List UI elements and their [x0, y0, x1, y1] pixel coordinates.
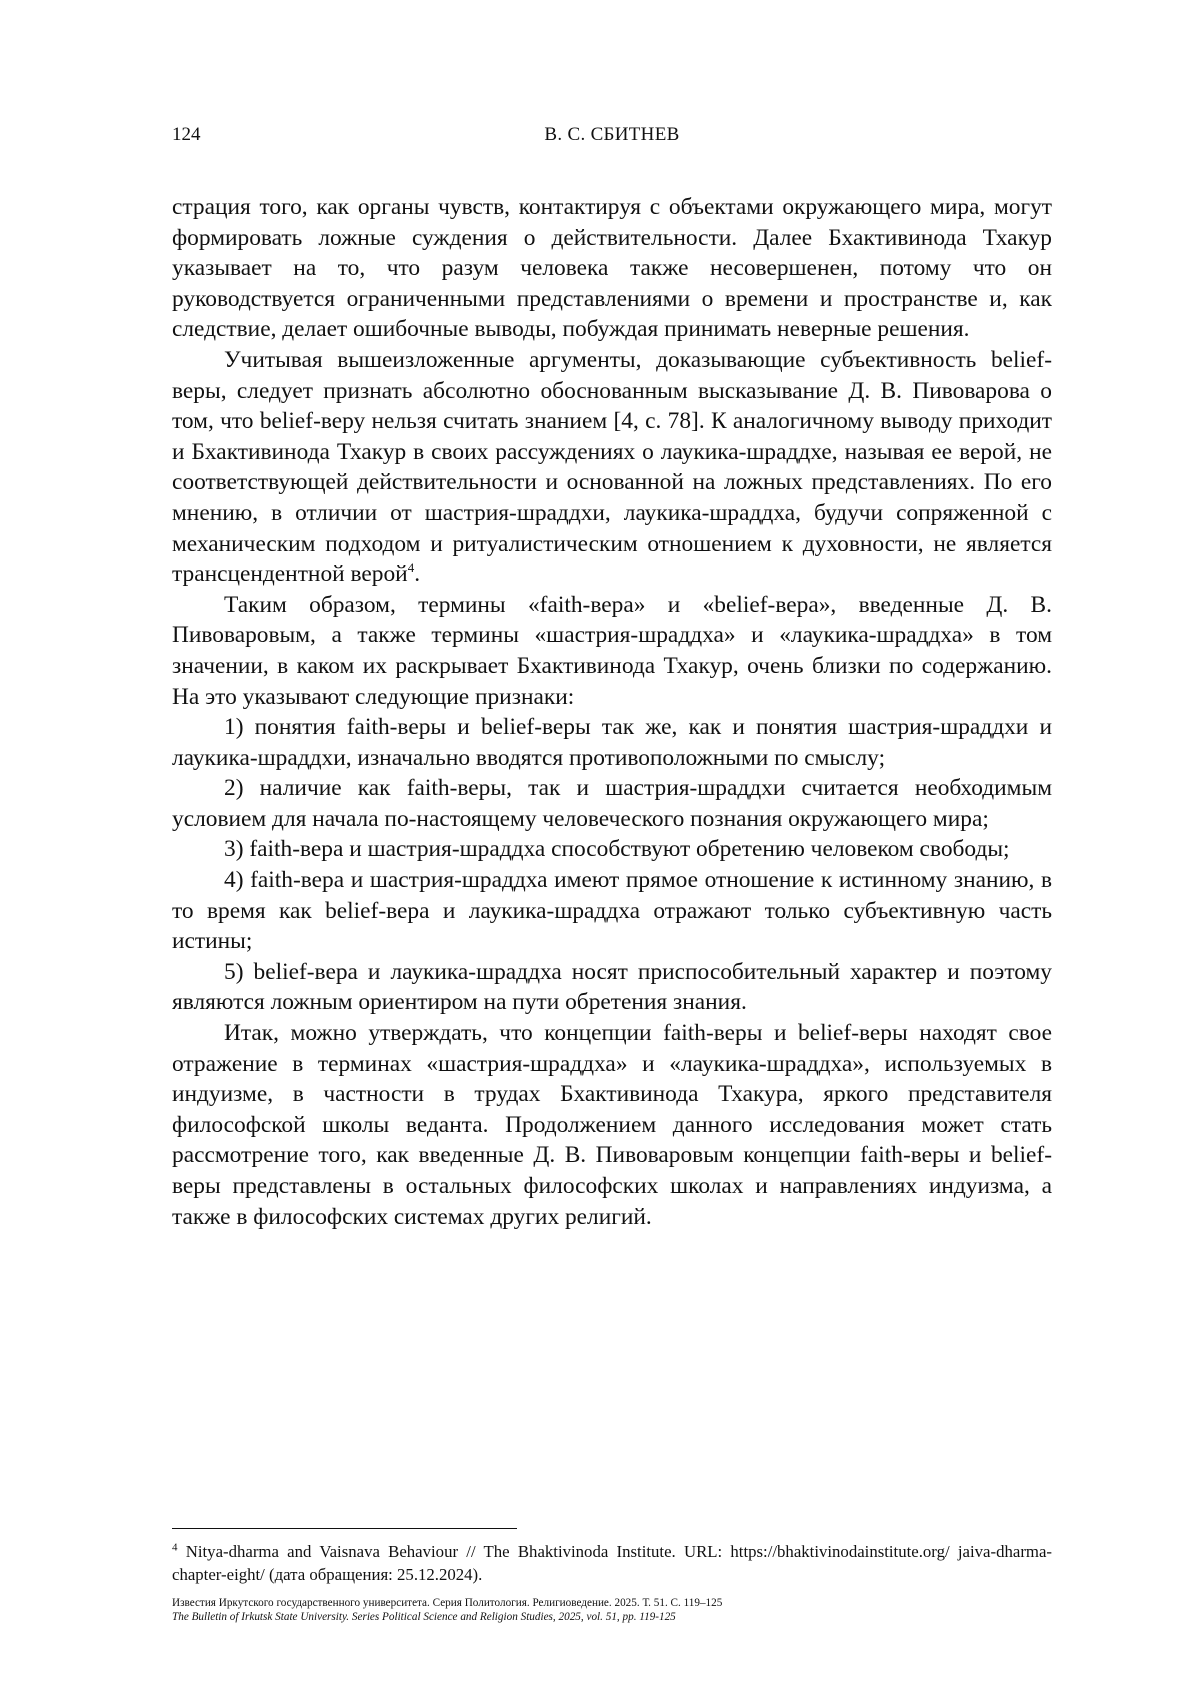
list-item-2: 2) наличие как faith-веры, так и шастрия-шраддхи считается необходимым условием для начала по-настоящему человеческого познания окружающего мира;	[172, 775, 1052, 832]
journal-footer	[172, 1596, 1052, 1624]
article-body	[172, 192, 1052, 1232]
paragraph-3: Таким образом, термины «faith-вера» и «belief-вера», введенные Д. В. Пивоваровым, а также термины «шастрия-шраддха» и «лаукика-шраддха» в том значении, в каком их раскрывает Бхактивинода Тхакур, очень близки по содержанию. На это указывают следующие признаки:	[172, 591, 1052, 710]
paragraph-2-tail: .	[414, 561, 421, 588]
footnote-divider	[172, 1528, 517, 1529]
paragraph-2-text: Учитывая вышеизложенные аргументы, доказывающие субъективность belief-веры, следует признать абсолютно обоснованным высказывание Д. В. Пивоварова о том, что belief-веру нельзя считать знанием [4, с. 78]. К аналогичному выводу приходит и Бхактивинода Тхакур в своих рассуждениях о лаукика-шраддхе, называя ее верой, не соответствующей действительности и основанной на ложных представлениях. По его мнению, в отличии от шастрия-шраддхи, лаукика-шраддха, будучи сопряженной с механическим подходом и ритуалистическим отношением к духовности, не является трансцендентной верой	[172, 346, 1052, 588]
footer-citation-ru: Известия Иркутского государственного университета. Серия Политология. Религиоведение. 2025. Т. 51. С. 119–125	[172, 1597, 723, 1609]
footnote-text: Nitya-dharma and Vaisnava Behaviour // The Bhaktivinoda Institute. URL: https://bhaktivinodainstitute.org/ jaiva-dharma-chapter-eight/ (дата обращения: 25.12.2024).	[172, 1542, 1052, 1584]
footnote-marker: 4	[172, 1541, 178, 1554]
paragraph-2	[172, 345, 1052, 590]
page-header	[172, 124, 1052, 154]
running-head-author: В. С. СБИТНЕВ	[544, 124, 680, 145]
page-number: 124	[172, 124, 201, 145]
footnote	[172, 1540, 1052, 1586]
paragraph-1: страция того, как органы чувств, контактируя с объектами окружающего мира, могут формировать ложные суждения о действительности. Далее Бхактивинода Тхакур указывает на то, что разум человека также несовершенен, потому что он руководствуется ограниченными представлениями о времени и пространстве и, как следствие, делает ошибочные выводы, побуждая принимать неверные решения.	[172, 194, 1052, 343]
list-item-3: 3) faith-вера и шастрия-шраддха способствуют обретению человеком свободы;	[224, 836, 1010, 863]
list-item-4: 4) faith-вера и шастрия-шраддха имеют прямое отношение к истинному знанию, в то время как belief-вера и лаукика-шраддха отражают только субъективную часть истины;	[172, 867, 1052, 955]
paragraph-conclusion: Итак, можно утверждать, что концепции faith-веры и belief-веры находят свое отражение в терминах «шастрия-шраддха» и «лаукика-шраддха», используемых в индуизме, в частности в трудах Бхактивинода Тхакура, яркого представителя философской школы веданта. Продолжением данного исследования может стать рассмотрение того, как введенные Д. В. Пивоваровым концепции faith-веры и belief-веры представлены в остальных философских школах и направлениях индуизма, а также в философских системах других религий.	[172, 1020, 1052, 1230]
list-item-1: 1) понятия faith-веры и belief-веры так же, как и понятия шастрия-шраддхи и лаукика-шраддхи, изначально вводятся противоположными по смыслу;	[172, 714, 1052, 771]
footnote-ref[interactable]: 4	[407, 560, 415, 576]
footer-citation-en: The Bulletin of Irkutsk State University. Series Political Science and Religion Studies, 2025, vol. 51, pp. 119-125	[172, 1611, 676, 1623]
list-item-5: 5) belief-вера и лаукика-шраддха носят приспособительный характер и поэтому являются ложным ориентиром на пути обретения знания.	[172, 958, 1052, 1016]
